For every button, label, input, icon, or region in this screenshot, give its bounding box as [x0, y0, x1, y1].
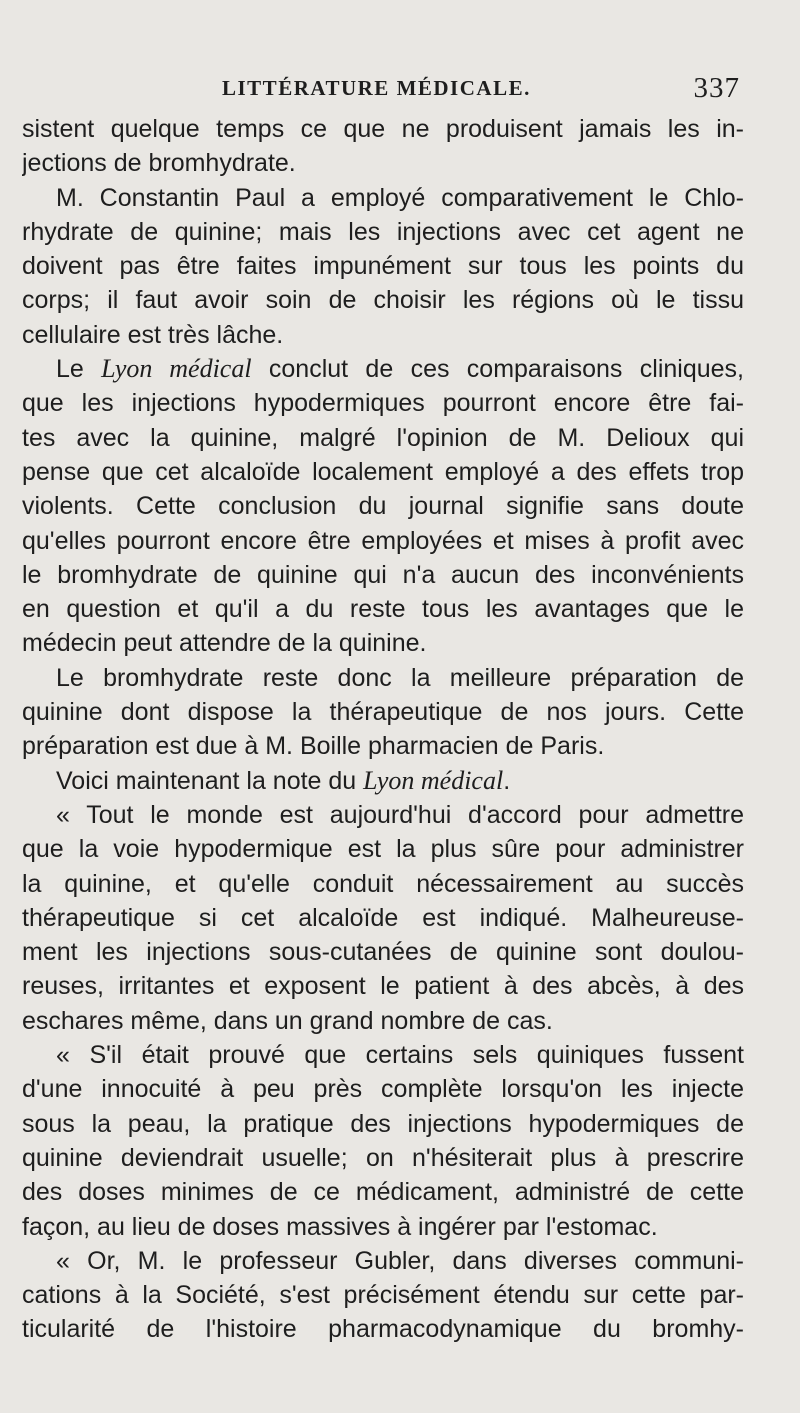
- page-number: 337: [693, 72, 740, 104]
- text-line: que les injections hypodermiques pourront encore être fai-: [22, 389, 744, 418]
- text-line: thérapeutique si cet alcaloïde est indiqué. Malheureuse-: [22, 903, 744, 932]
- text-line: « Tout le monde est aujourd'hui d'accord pour admettre: [56, 800, 744, 829]
- text-line: doivent pas être faites impunément sur tous les points du: [22, 252, 744, 281]
- body-text: [22, 112, 744, 1347]
- text-line: la quinine, et qu'elle conduit nécessairement au succès: [22, 869, 744, 898]
- text-line: ticularité de l'histoire pharmacodynamique du bromhy-: [22, 1315, 744, 1344]
- text-line: tes avec la quinine, malgré l'opinion de M. Delioux qui: [22, 423, 744, 452]
- text-line: en question et qu'il a du reste tous les avantages que le: [22, 595, 744, 624]
- text-line: ment les injections sous-cutanées de quinine sont doulou-: [22, 938, 744, 967]
- text-line: jections de bromhydrate.: [22, 149, 296, 178]
- text-line: que la voie hypodermique est la plus sûre pour administrer: [22, 835, 744, 864]
- text-line: Voici maintenant la note du Lyon médical.: [56, 765, 511, 795]
- text-line: corps; il faut avoir soin de choisir les régions où le tissu: [22, 286, 744, 315]
- text-line: des doses minimes de ce médicament, administré de cette: [22, 1178, 744, 1207]
- text-line: cellulaire est très lâche.: [22, 320, 284, 349]
- running-head: [22, 72, 744, 112]
- text-line: préparation est due à M. Boille pharmacien de Paris.: [22, 732, 605, 761]
- text-line: le bromhydrate de quinine qui n'a aucun des inconvénients: [22, 560, 744, 589]
- text-line: médecin peut attendre de la quinine.: [22, 629, 427, 658]
- text-line: Le bromhydrate reste donc la meilleure préparation de: [56, 663, 744, 692]
- text-line: façon, au lieu de doses massives à ingérer par l'estomac.: [22, 1212, 658, 1241]
- text-line: eschares même, dans un grand nombre de cas.: [22, 1006, 553, 1035]
- text-line: « S'il était prouvé que certains sels quiniques fussent: [56, 1041, 744, 1070]
- text-line: sistent quelque temps ce que ne produisent jamais les in-: [22, 115, 744, 143]
- text-line: sous la peau, la pratique des injections hypodermiques de: [22, 1109, 744, 1138]
- text-line: violents. Cette conclusion du journal signifie sans doute: [22, 492, 744, 521]
- text-line: cations à la Société, s'est précisément étendu sur cette par-: [22, 1281, 744, 1310]
- text-line: M. Constantin Paul a employé comparativement le Chlo-: [56, 183, 744, 212]
- text-line: quinine dont dispose la thérapeutique de nos jours. Cette: [22, 698, 744, 727]
- text-line: pense que cet alcaloïde localement employé a des effets trop: [22, 457, 744, 486]
- text-line: qu'elles pourront encore être employées et mises à profit avec: [22, 526, 744, 555]
- text-line: reuses, irritantes et exposent le patient à des abcès, à des: [22, 972, 744, 1001]
- text-line: rhydrate de quinine; mais les injections avec cet agent ne: [22, 217, 744, 246]
- text-line: d'une innocuité à peu près complète lorsqu'on les injecte: [22, 1075, 744, 1104]
- text-line: Le Lyon médical conclut de ces comparaisons cliniques,: [56, 354, 744, 384]
- text-line: « Or, M. le professeur Gubler, dans diverses communi-: [56, 1246, 744, 1275]
- text-line: quinine deviendrait usuelle; on n'hésiterait plus à prescrire: [22, 1143, 744, 1172]
- section-title: LITTÉRATURE MÉDICALE.: [222, 76, 531, 100]
